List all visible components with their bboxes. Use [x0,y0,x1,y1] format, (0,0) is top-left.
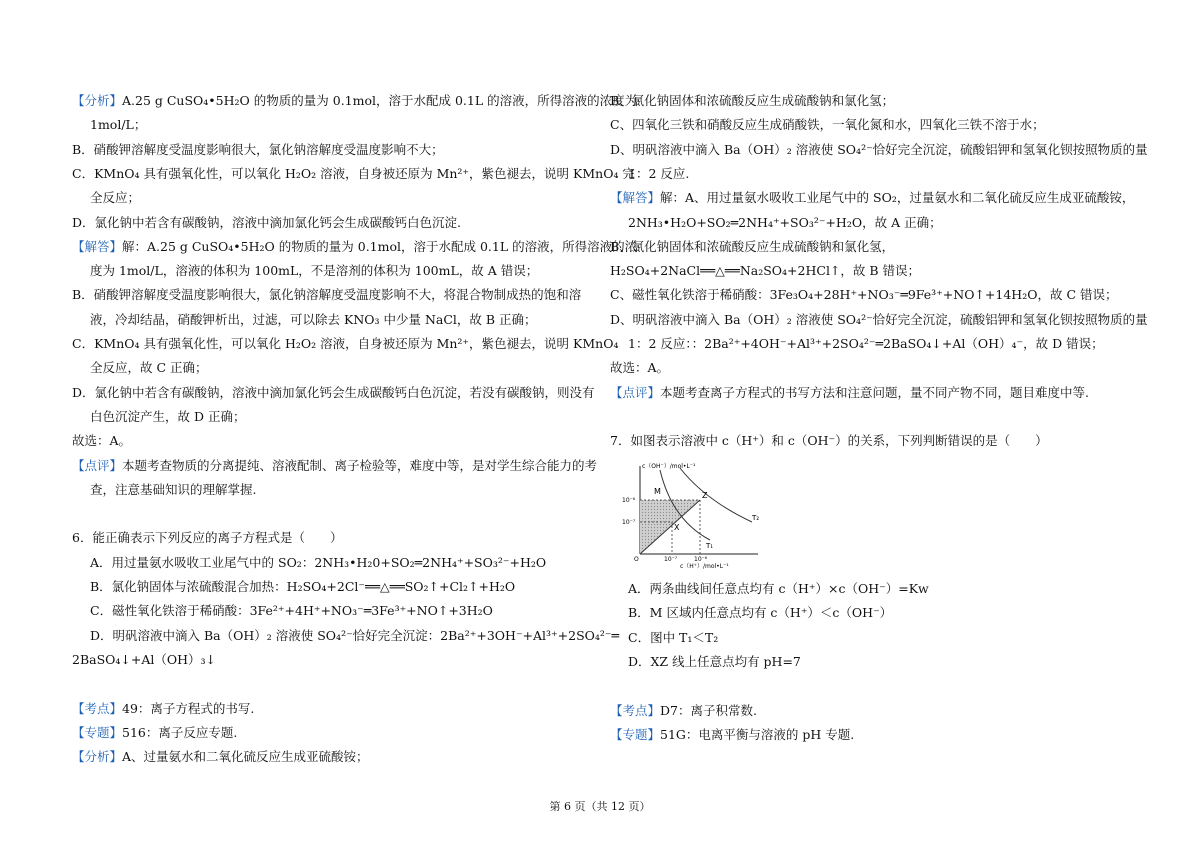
line-text: A．两条曲线间任意点均有 c（H⁺）×c（OH⁻）=Kw [628,581,929,596]
line-text: B、氯化钠固体和浓硫酸反应生成硫酸钠和氯化氢， [610,238,895,254]
text-line [628,653,801,671]
line-text: 516：离子反应专题. [122,724,238,740]
text-line [72,286,581,304]
text-line [72,432,131,450]
text-line [610,141,1148,159]
line-text: 49：离子方程式的书写. [122,700,255,716]
line-text: 1：2 反应. [628,165,690,181]
text-line [72,651,216,669]
text-line [628,165,689,183]
line-text: C．KMnO₄ 具有强氧化性，可以氧化 H₂O₂ 溶液，自身被还原为 Mn²⁺，紫色褪去，说明 KMnO₄ 完 [72,165,635,181]
line-text: A.25 g CuSO₄•5H₂O 的物质的量为 0.1mol，溶于水配成 0.1L 的溶液，所得溶液的浓度为 [122,93,638,108]
line-text: 本题考查离子方程式的书写方法和注意问题，量不同产物不同，题目难度中等. [660,384,1089,400]
section-tag: 【分析】 [72,93,123,108]
line-text: 度为 1mol/L，溶液的体积为 100mL，不是溶剂的体积为 100mL，故 A 错误； [90,263,539,279]
text-line [610,432,1048,450]
text-line [90,578,515,596]
text-line [90,481,256,499]
line-text: A．用过量氨水吸收工业尾气中的 SO₂：2NH₃•H₂0+SO₂═2NH₄⁺+SO₃²⁻+H₂O [90,554,547,570]
line-text: 1：2 反应：：2Ba²⁺+4OH⁻+Al³⁺+2SO₄²⁻═2BaSO₄↓+Al（OH）₄⁻，故 D 错误； [628,336,1104,351]
line-text: B．硝酸钾溶解度受温度影响很大，氯化钠溶解度受温度影响不大； [72,141,444,157]
section-tag: 【解答】 [610,190,661,206]
line-text: 解：A.25 g CuSO₄•5H₂O 的物质的量为 0.1mol，溶于水配成 0.1L 的溶液，所得溶液的浓 [122,238,638,254]
origin-label: O [634,556,639,563]
line-text: 本题考查物质的分离提纯、溶液配制、离子检验等，难度中等，是对学生综合能力的考 [122,457,598,473]
section-tag: 【考点】 [72,700,123,716]
line-text: B、氯化钠固体和浓硫酸反应生成硫酸钠和氯化氢； [610,93,895,108]
text-line [610,92,894,110]
text-line [610,384,1089,402]
text-line [72,238,637,256]
text-line [72,700,254,718]
line-text: 解：A、用过量氨水吸收工业尾气中的 SO₂，过量氨水和二氧化硫反应生成亚硫酸铵， [660,190,1135,206]
ion-product-graph [620,460,770,570]
section-tag: 【点评】 [72,457,123,473]
line-text: 1mol/L； [90,117,147,133]
text-line [610,311,1148,329]
line-text: D．氯化钠中若含有碳酸钠，溶液中滴加氯化钙会生成碳酸钙白色沉淀. [72,214,461,230]
text-line [72,748,369,766]
y-axis-label: c（OH⁻）/mol•L⁻¹ [642,463,696,470]
text-line [610,116,1045,134]
text-line [90,554,546,572]
text-line [628,604,892,622]
label-t1: T₁ [706,542,714,550]
line-text: 2NH₃•H₂O+SO₂═2NH₄⁺+SO₃²⁻+H₂O，故 A 正确； [628,214,942,230]
text-line [72,335,618,353]
line-text: 全反应； [90,190,141,206]
section-tag: 【点评】 [610,384,661,400]
text-line [72,529,342,547]
section-tag: 【分析】 [72,749,123,765]
line-text: 7．如图表示溶液中 c（H⁺）和 c（OH⁻）的关系，下列判断错误的是（ ） [610,433,1048,449]
line-text: C．磁性氧化铁溶于稀硝酸：3Fe²⁺+4H⁺+NO₃⁻═3Fe³⁺+NO↑+3H₂O [90,603,493,619]
label-x: X [674,523,680,532]
line-text: H₂SO₄+2NaCl══△══Na₂SO₄+2HCl↑，故 B 错误； [610,263,921,279]
text-line [90,408,245,426]
line-text: B．M 区域内任意点均有 c（H⁺）＜c（OH⁻） [628,605,893,621]
text-line [610,262,920,280]
section-tag: 【考点】 [610,702,661,718]
text-line [90,116,146,134]
text-line [72,141,444,159]
text-line [90,602,493,620]
line-text: 2BaSO₄↓+Al（OH）₃↓ [72,651,217,667]
text-line [90,262,538,280]
line-text: D．氯化钠中若含有碳酸钠，溶液中滴加氯化钙会生成碳酸钙白色沉淀，若没有碳酸钠，则没有 [72,384,595,400]
text-line [610,359,669,377]
line-text: D．XZ 线上任意点均有 pH=7 [628,653,801,669]
line-text: A、过量氨水和二氧化硫反应生成亚硫酸铵； [122,749,369,765]
line-text: C、磁性氧化铁溶于稀硝酸：3Fe₃O₄+28H⁺+NO₃⁻═9Fe³⁺+NO↑+14H₂O，故 C 错误； [610,287,1118,303]
text-line [72,214,461,232]
section-tag: 【解答】 [72,238,123,254]
text-line [90,627,619,645]
x-tick-hi: 10⁻⁶ [694,556,708,563]
line-text: D7：离子积常数. [660,702,757,718]
label-t2: T₂ [752,514,760,522]
text-line [628,335,1104,353]
line-text: C．图中 T₁＜T₂ [628,629,719,645]
text-line [90,189,140,207]
y-tick-hi: 10⁻⁶ [622,497,636,504]
line-text: D、明矾溶液中滴入 Ba（OH）₂ 溶液使 SO₄²⁻恰好完全沉淀，硫酸铝钾和氢氧化钡按照物质的量 [610,141,1148,157]
text-line [610,286,1117,304]
label-z: Z [702,491,708,500]
line-text: D．明矾溶液中滴入 Ba（OH）₂ 溶液使 SO₄²⁻恰好完全沉淀：2Ba²⁺+3OH⁻+Al³⁺+2SO₄²⁻═ [90,627,620,643]
y-tick-lo: 10⁻⁷ [622,519,636,526]
line-text: 查，注意基础知识的理解掌握. [90,481,257,497]
text-line [72,724,237,742]
text-line [610,189,1134,207]
curve-t2 [680,468,752,522]
text-line [90,311,537,329]
line-text: 全反应，故 C 正确； [90,360,208,376]
page-footer: 第 6 页（共 12 页） [549,800,651,813]
line-text: 故选：A。 [72,433,132,449]
text-line [610,702,757,720]
text-line [610,726,854,744]
text-line [610,238,894,256]
text-line [628,214,942,232]
line-text: D、明矾溶液中滴入 Ba（OH）₂ 溶液使 SO₄²⁻恰好完全沉淀，硫酸铝钾和氢氧化钡按照物质的量 [610,311,1148,327]
text-line [90,359,208,377]
line-text: C、四氧化三铁和硝酸反应生成硝酸铁，一氧化氮和水，四氧化三铁不溶于水； [610,117,1045,133]
line-text: B．硝酸钾溶解度受温度影响很大，氯化钠溶解度受温度影响不大，将混合物制成热的饱和溶 [72,287,582,303]
label-m: M [654,487,661,496]
text-line [628,629,718,647]
line-text: 故选：A。 [610,360,670,376]
x-axis-label: c（H⁺）/mol•L⁻¹ [680,563,729,570]
line-text: 白色沉淀产生，故 D 正确； [90,408,246,424]
line-text: 6．能正确表示下列反应的离子方程式是（ ） [72,530,343,546]
text-line [72,457,597,475]
x-tick-lo: 10⁻⁷ [664,556,678,563]
section-tag: 【专题】 [72,724,123,740]
text-line [72,92,637,110]
line-text: 51G：电离平衡与溶液的 pH 专题. [660,726,855,742]
line-text: 液，冷却结晶，硝酸钾析出，过滤，可以除去 KNO₃ 中少量 NaCl，故 B 正确； [90,311,537,327]
line-text: B．氯化钠固体与浓硫酸混合加热：H₂SO₄+2Cl⁻══△══SO₂↑+Cl₂↑+H₂O [90,579,516,594]
section-tag: 【专题】 [610,726,661,742]
text-line [628,580,929,598]
text-line [72,384,595,402]
text-line [72,165,635,183]
line-text: C．KMnO₄ 具有强氧化性，可以氧化 H₂O₂ 溶液，自身被还原为 Mn²⁺，紫色褪去，说明 KMnO₄ [72,336,619,351]
